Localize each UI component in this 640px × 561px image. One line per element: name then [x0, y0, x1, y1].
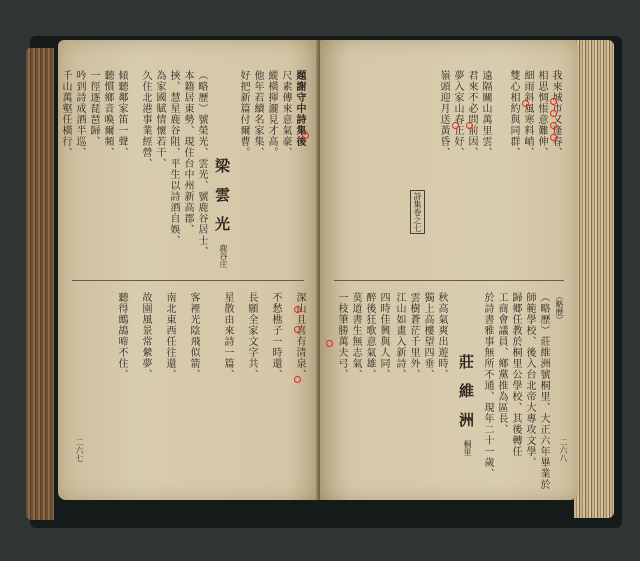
- left-mid-col-5: 千山萬壑任橫行、: [60, 70, 71, 158]
- left-mid-col-4: 吟到詩成酒半巡、: [74, 70, 85, 158]
- right-page-number: 二六八: [559, 438, 568, 462]
- right-upper-col-2: 相思惆悵意難伸、: [536, 70, 547, 158]
- page-edges-left: [26, 48, 54, 520]
- right-lower-col-4: 江山如畫入新詩、: [394, 292, 405, 380]
- left-upper-col-4: 他年若續名家集、: [252, 70, 263, 158]
- left-section-divider: [72, 280, 304, 281]
- left-page-number: 二六七: [75, 438, 84, 462]
- left-poet-name: 梁雲光: [213, 158, 231, 245]
- right-lower-col-5: 四時佳興與人同、: [378, 292, 389, 380]
- red-ink-mark: [550, 98, 557, 105]
- left-upper-col-2: 尺素傳來意氣豪、: [280, 70, 291, 158]
- left-upper-col-1: 題謝守中詩集後: [294, 70, 305, 147]
- left-lower-col-5: 客裡光陰飛似箭、: [188, 292, 199, 380]
- left-bio-col-2: 本籍居東勢、現住台中州新高郡、: [182, 70, 193, 235]
- left-lower-col-1: 深山且喜有清泉、: [294, 292, 305, 380]
- red-ink-mark: [452, 122, 459, 129]
- left-lower-col-2: 不愁樵子一時還、: [270, 292, 281, 380]
- right-lower-col-8: 一枝筆勝萬夫弓、: [336, 292, 347, 380]
- left-lower-col-8: 聽得鷓鴣啼不住、: [116, 292, 127, 380]
- right-section-divider: [334, 280, 564, 281]
- right-bio-col-4: 工商會議員、鄉黨推為區長、: [496, 292, 507, 435]
- red-ink-mark: [326, 340, 333, 347]
- right-lower-col-2: 獨上高樓望四垂、: [422, 292, 433, 380]
- red-ink-mark: [294, 376, 301, 383]
- right-bio-col-1: （略歷）莊維洲號桐里、大正六年畢業於: [538, 292, 549, 490]
- right-page: [320, 40, 578, 500]
- right-upper-col-1: 我來城市又逢春、: [550, 70, 561, 158]
- right-bio-col-5: 於詩書雅事無所不通、現年二十一歲、: [482, 292, 493, 479]
- open-book: [22, 26, 618, 526]
- left-mid-col-3: 一徑逐琵琶歸、: [88, 70, 99, 147]
- right-lower-col-7: 莫道書生無志氣、: [350, 292, 361, 380]
- red-ink-mark: [466, 122, 473, 129]
- left-page: [58, 40, 320, 500]
- right-upper-col-8: 嶺頭迎月送黃昏、: [438, 70, 449, 158]
- right-lower-col-1: 秋高氣爽出遊時、: [436, 292, 447, 380]
- right-poet-name: 莊維洲: [457, 354, 475, 441]
- left-poet-alias: 鹿谷庄: [219, 244, 228, 268]
- left-lower-col-4: 星散由來詩一篇、: [222, 292, 233, 380]
- left-mid-col-2: 聽慣鄉音喚爾頻、: [102, 70, 113, 158]
- left-lower-col-6: 南北東西任往還、: [164, 292, 175, 380]
- red-ink-mark: [294, 306, 301, 313]
- red-ink-mark: [294, 326, 301, 333]
- right-lower-col-3: 雲樹蒼茫千里外、: [408, 292, 419, 380]
- right-upper-col-3: 細雨斜風寒料峭、: [522, 70, 533, 158]
- left-upper-col-3: 縱橫揮灑見才高。: [266, 70, 277, 158]
- left-upper-col-5: 好把新篇付爾曹。: [238, 70, 249, 158]
- red-ink-mark: [550, 134, 557, 141]
- right-upper-col-7: 夢入家山春正好、: [452, 70, 463, 158]
- right-bio-col-2: 師範學校、後入台北帝大專攻文學、: [524, 292, 535, 468]
- page-edges-right: [574, 40, 614, 518]
- left-bio-col-5: 久住北港事業經營、: [140, 70, 151, 169]
- left-bio-col-3: 挾、慧星鹿谷阻、平生以詩酒自娛、: [168, 70, 179, 246]
- section-stamp: 詩集卷之七: [410, 190, 425, 234]
- red-ink-mark: [522, 100, 529, 107]
- red-ink-mark: [302, 132, 309, 139]
- right-upper-col-4: 雙心相約與同群、: [508, 70, 519, 158]
- left-bio-col-1: （略歷）號榮光、雲光、號鹿谷居士、: [196, 70, 207, 257]
- right-upper-col-6: 君來不必問前因、: [466, 70, 477, 158]
- right-bio-label: （略歷）: [555, 292, 564, 324]
- left-mid-col-1: 傾聽鄰家笛一聲、: [116, 70, 127, 158]
- right-poet-alias: 桐里: [463, 440, 472, 456]
- right-upper-col-5: 遠隔關山萬里雲、: [480, 70, 491, 158]
- right-bio-col-3: 歸郷任教於桐里公學校、其後轉任: [510, 292, 521, 457]
- left-bio-col-4: 為家國賦情懷若干、: [154, 70, 165, 169]
- left-lower-col-7: 故園風景常縈夢、: [140, 292, 151, 380]
- red-ink-mark: [550, 122, 557, 129]
- left-lower-col-3: 長願全家文字共、: [246, 292, 257, 380]
- red-ink-mark: [550, 110, 557, 117]
- right-lower-col-6: 醉後狂歌意氣雄、: [364, 292, 375, 380]
